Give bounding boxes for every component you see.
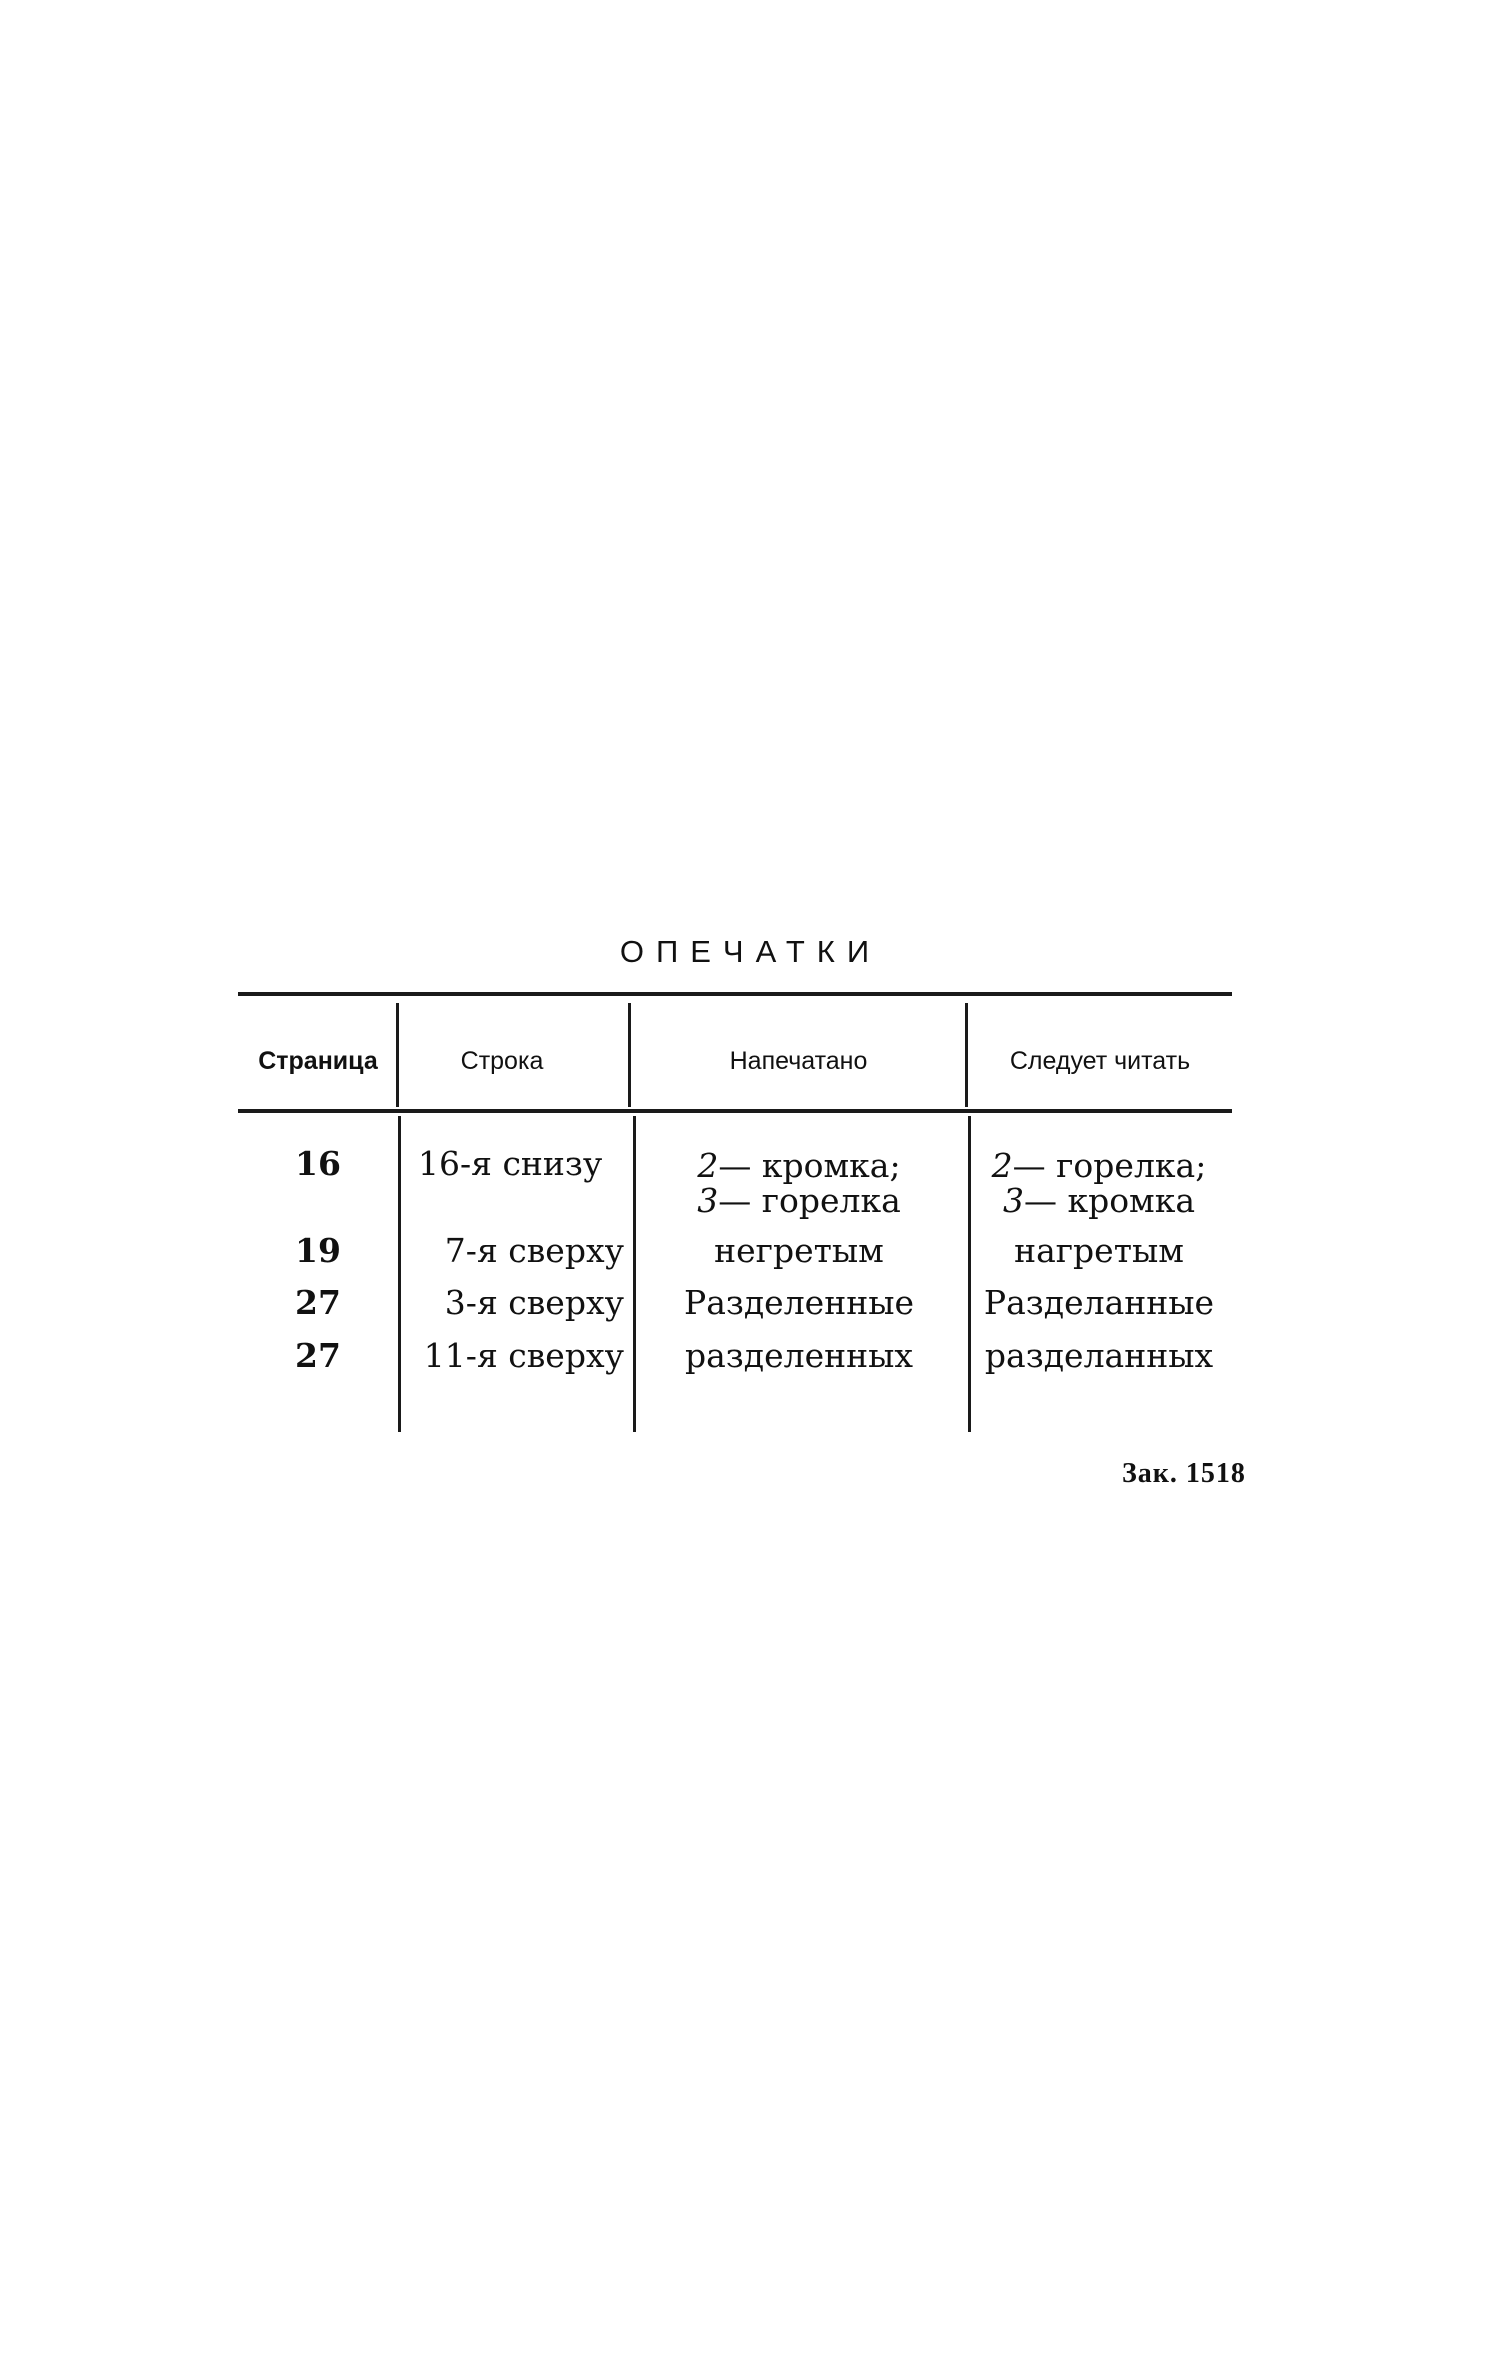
order-number: Зак. 1518 bbox=[1122, 1458, 1246, 1489]
item-number: 3 bbox=[697, 1181, 719, 1220]
table-row-correct: нагретым bbox=[1014, 1231, 1184, 1270]
table-row-page: 27 bbox=[295, 1283, 341, 1322]
header-page: Страница bbox=[258, 1046, 378, 1075]
printed-text: — горелка bbox=[718, 1181, 901, 1220]
table-row-page: 19 bbox=[295, 1231, 341, 1270]
table-row-page: 27 bbox=[295, 1336, 341, 1375]
column-divider bbox=[396, 1003, 399, 1107]
header-line: Строка bbox=[460, 1046, 544, 1075]
item-number: 2 bbox=[991, 1146, 1013, 1185]
header-bottom-rule bbox=[238, 1109, 1232, 1113]
correct-text: — кромка bbox=[1023, 1181, 1196, 1220]
table-row-line: 16-я снизу bbox=[418, 1144, 603, 1183]
table-row-printed bbox=[632, 1147, 966, 1184]
table-row-printed: разделенных bbox=[684, 1336, 913, 1375]
page-title: ОПЕЧАТКИ bbox=[619, 934, 882, 969]
table-row-correct bbox=[969, 1147, 1229, 1184]
table-row-correct: Разделанные bbox=[983, 1283, 1215, 1322]
column-divider bbox=[628, 1003, 631, 1107]
table-row-printed: Разделенные bbox=[683, 1283, 914, 1322]
header-printed: Напечатано bbox=[729, 1046, 868, 1075]
column-divider bbox=[965, 1003, 968, 1107]
correct-text: — горелка; bbox=[1012, 1146, 1207, 1185]
table-row-line: 3-я сверху bbox=[444, 1283, 624, 1322]
table-row-printed bbox=[632, 1182, 966, 1219]
table-row-line: 11-я сверху bbox=[423, 1336, 624, 1375]
table-row-page: 16 bbox=[295, 1144, 341, 1183]
item-number: 3 bbox=[1002, 1181, 1024, 1220]
header-correct: Следует читать bbox=[1009, 1046, 1191, 1075]
table-row-printed: негретым bbox=[714, 1231, 884, 1270]
item-number: 2 bbox=[697, 1146, 719, 1185]
table-top-rule bbox=[238, 992, 1232, 996]
table-row-correct: разделанных bbox=[984, 1336, 1214, 1375]
table-row-line: 7-я сверху bbox=[444, 1231, 624, 1270]
column-divider bbox=[398, 1116, 401, 1432]
printed-text: — кромка; bbox=[718, 1146, 901, 1185]
table-row-correct bbox=[969, 1182, 1229, 1219]
